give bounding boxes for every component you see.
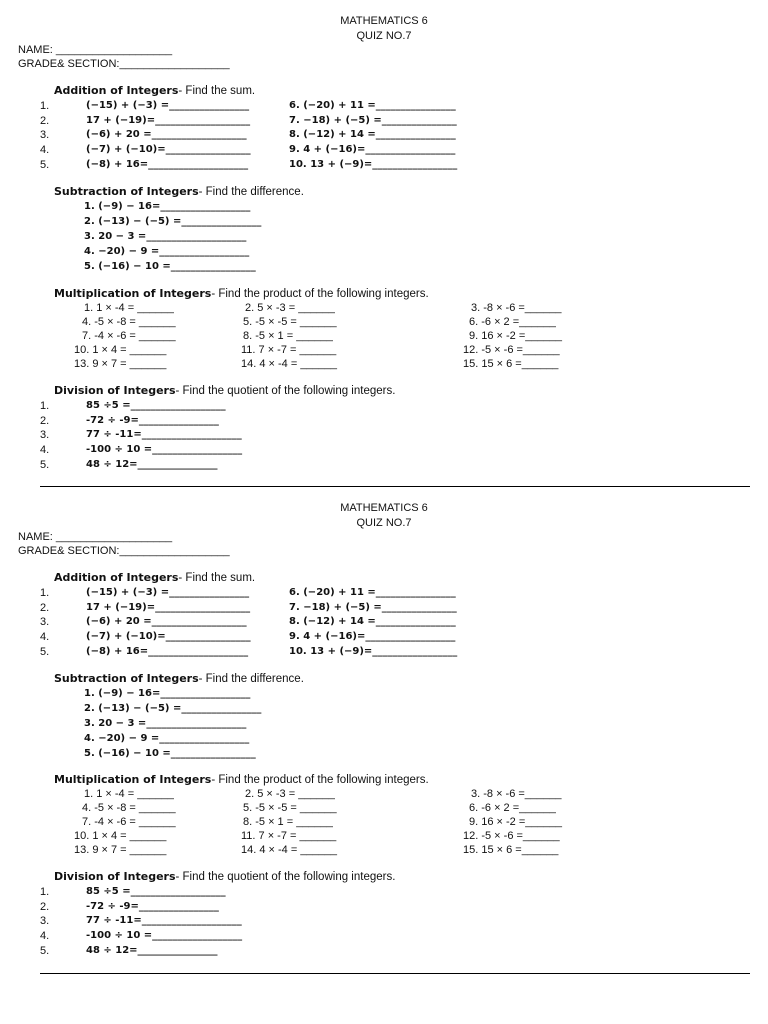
multiplication-item-3: 3. -8 × -6 =______: [471, 302, 562, 314]
addition-num-2: 2.: [40, 602, 50, 614]
multiplication-item-5: 5. -5 × -5 = ______: [243, 316, 337, 328]
multiplication-item-11: 11. 7 × -7 = ______: [241, 830, 337, 842]
name-field: NAME: ___________________: [18, 44, 173, 56]
multiplication-item-15: 15. 15 × 6 =______: [463, 844, 559, 856]
addition-num-2: 2.: [40, 115, 50, 127]
addition-item-5: (−8) + 16=____________________: [86, 646, 249, 657]
addition-item-6: 6. (−20) + 11 =________________: [289, 587, 456, 598]
subtraction-item-3: 3. 20 − 3 =____________________: [84, 231, 247, 242]
addition-num-5: 5.: [40, 159, 50, 171]
addition-item-8: 8. (−12) + 14 =________________: [289, 129, 456, 140]
subtraction-item-5: 5. (−16) − 10 =_________________: [84, 748, 256, 759]
multiplication-heading: Multiplication of Integers- Find the product of the following integers.: [54, 287, 429, 300]
multiplication-item-8: 8. -5 × 1 = ______: [243, 816, 333, 828]
multiplication-item-6: 6. -6 × 2 =______: [469, 802, 556, 814]
multiplication-item-5: 5. -5 × -5 = ______: [243, 802, 337, 814]
addition-num-4: 4.: [40, 631, 50, 643]
multiplication-item-2: 2. 5 × -3 = ______: [245, 788, 335, 800]
division-item-3: 77 ÷ -11=____________________: [86, 915, 242, 926]
name-field: NAME: ___________________: [18, 531, 173, 543]
addition-item-8: 8. (−12) + 14 =________________: [289, 616, 456, 627]
multiplication-item-12: 12. -5 × -6 =______: [463, 344, 560, 356]
division-heading: Division of Integers- Find the quotient of the following integers.: [54, 870, 396, 883]
addition-item-4: (−7) + (−10)=_________________: [86, 144, 251, 155]
division-num-3: 3.: [40, 915, 50, 927]
division-item-3: 77 ÷ -11=____________________: [86, 429, 242, 440]
division-item-4: -100 ÷ 10 =__________________: [86, 444, 243, 455]
multiplication-item-15: 15. 15 × 6 =______: [463, 358, 559, 370]
division-num-1: 1.: [40, 886, 50, 898]
multiplication-item-10: 10. 1 × 4 = ______: [74, 830, 167, 842]
grade-section-field: GRADE& SECTION:__________________: [18, 545, 230, 557]
addition-heading: Addition of Integers- Find the sum.: [54, 84, 256, 97]
subtraction-heading: Subtraction of Integers- Find the difference.: [54, 672, 304, 685]
addition-heading: Addition of Integers- Find the sum.: [54, 571, 256, 584]
multiplication-item-11: 11. 7 × -7 = ______: [241, 344, 337, 356]
addition-num-3: 3.: [40, 616, 50, 628]
quiz-subtitle: QUIZ NO.7: [356, 517, 412, 529]
subtraction-item-2: 2. (−13) − (−5) =________________: [84, 703, 262, 714]
multiplication-item-14: 14. 4 × -4 = ______: [241, 844, 338, 856]
subtraction-item-5: 5. (−16) − 10 =_________________: [84, 261, 256, 272]
addition-item-3: (−6) + 20 =___________________: [86, 616, 247, 627]
division-num-5: 5.: [40, 459, 50, 471]
cut-line: [40, 973, 750, 974]
multiplication-item-10: 10. 1 × 4 = ______: [74, 344, 167, 356]
division-item-5: 48 ÷ 12=________________: [86, 945, 218, 956]
multiplication-item-1: 1. 1 × -4 = ______: [84, 788, 174, 800]
subtraction-item-4: 4. −20) − 9 =__________________: [84, 246, 250, 257]
division-heading: Division of Integers- Find the quotient of the following integers.: [54, 384, 396, 397]
multiplication-item-13: 13. 9 × 7 = ______: [74, 358, 167, 370]
division-num-2: 2.: [40, 415, 50, 427]
addition-item-5: (−8) + 16=____________________: [86, 159, 249, 170]
division-num-4: 4.: [40, 930, 50, 942]
addition-item-7: 7. −18) + (−5) =_______________: [289, 602, 457, 613]
addition-item-10: 10. 13 + (−9)=_________________: [289, 159, 458, 170]
quiz-copy-2: [0, 487, 768, 974]
division-item-1: 85 ÷5 =___________________: [86, 886, 226, 897]
multiplication-item-9: 9. 16 × -2 =______: [469, 816, 562, 828]
addition-num-1: 1.: [40, 587, 50, 599]
division-num-2: 2.: [40, 901, 50, 913]
quiz-title: MATHEMATICS 6: [340, 502, 428, 514]
subtraction-item-2: 2. (−13) − (−5) =________________: [84, 216, 262, 227]
grade-section-field: GRADE& SECTION:__________________: [18, 58, 230, 70]
addition-num-1: 1.: [40, 100, 50, 112]
multiplication-item-3: 3. -8 × -6 =______: [471, 788, 562, 800]
addition-num-4: 4.: [40, 144, 50, 156]
quiz-subtitle: QUIZ NO.7: [356, 30, 412, 42]
division-num-1: 1.: [40, 400, 50, 412]
addition-item-1: (−15) + (−3) =________________: [86, 587, 250, 598]
division-item-2: -72 ÷ -9=________________: [86, 415, 219, 426]
division-item-4: -100 ÷ 10 =__________________: [86, 930, 243, 941]
subtraction-item-3: 3. 20 − 3 =____________________: [84, 718, 247, 729]
quiz-copy-1: [0, 0, 768, 487]
multiplication-item-2: 2. 5 × -3 = ______: [245, 302, 335, 314]
subtraction-item-1: 1. (−9) − 16=__________________: [84, 201, 251, 212]
subtraction-heading: Subtraction of Integers- Find the difference.: [54, 185, 304, 198]
addition-item-1: (−15) + (−3) =________________: [86, 100, 250, 111]
multiplication-item-4: 4. -5 × -8 = ______: [82, 316, 176, 328]
division-num-5: 5.: [40, 945, 50, 957]
multiplication-item-6: 6. -6 × 2 =______: [469, 316, 556, 328]
division-num-4: 4.: [40, 444, 50, 456]
multiplication-item-1: 1. 1 × -4 = ______: [84, 302, 174, 314]
multiplication-item-14: 14. 4 × -4 = ______: [241, 358, 338, 370]
multiplication-item-7: 7. -4 × -6 = ______: [82, 330, 176, 342]
subtraction-item-4: 4. −20) − 9 =__________________: [84, 733, 250, 744]
addition-item-10: 10. 13 + (−9)=_________________: [289, 646, 458, 657]
addition-item-3: (−6) + 20 =___________________: [86, 129, 247, 140]
addition-item-7: 7. −18) + (−5) =_______________: [289, 115, 457, 126]
division-item-2: -72 ÷ -9=________________: [86, 901, 219, 912]
division-num-3: 3.: [40, 429, 50, 441]
addition-item-2: 17 + (−19)=___________________: [86, 602, 251, 613]
multiplication-item-12: 12. -5 × -6 =______: [463, 830, 560, 842]
quiz-title: MATHEMATICS 6: [340, 15, 428, 27]
multiplication-item-7: 7. -4 × -6 = ______: [82, 816, 176, 828]
addition-item-6: 6. (−20) + 11 =________________: [289, 100, 456, 111]
division-item-1: 85 ÷5 =___________________: [86, 400, 226, 411]
addition-num-3: 3.: [40, 129, 50, 141]
addition-item-4: (−7) + (−10)=_________________: [86, 631, 251, 642]
division-item-5: 48 ÷ 12=________________: [86, 459, 218, 470]
multiplication-item-13: 13. 9 × 7 = ______: [74, 844, 167, 856]
multiplication-item-4: 4. -5 × -8 = ______: [82, 802, 176, 814]
multiplication-item-9: 9. 16 × -2 =______: [469, 330, 562, 342]
addition-item-9: 9. 4 + (−16)=__________________: [289, 631, 456, 642]
addition-item-9: 9. 4 + (−16)=__________________: [289, 144, 456, 155]
addition-num-5: 5.: [40, 646, 50, 658]
addition-item-2: 17 + (−19)=___________________: [86, 115, 251, 126]
subtraction-item-1: 1. (−9) − 16=__________________: [84, 688, 251, 699]
multiplication-heading: Multiplication of Integers- Find the product of the following integers.: [54, 773, 429, 786]
multiplication-item-8: 8. -5 × 1 = ______: [243, 330, 333, 342]
